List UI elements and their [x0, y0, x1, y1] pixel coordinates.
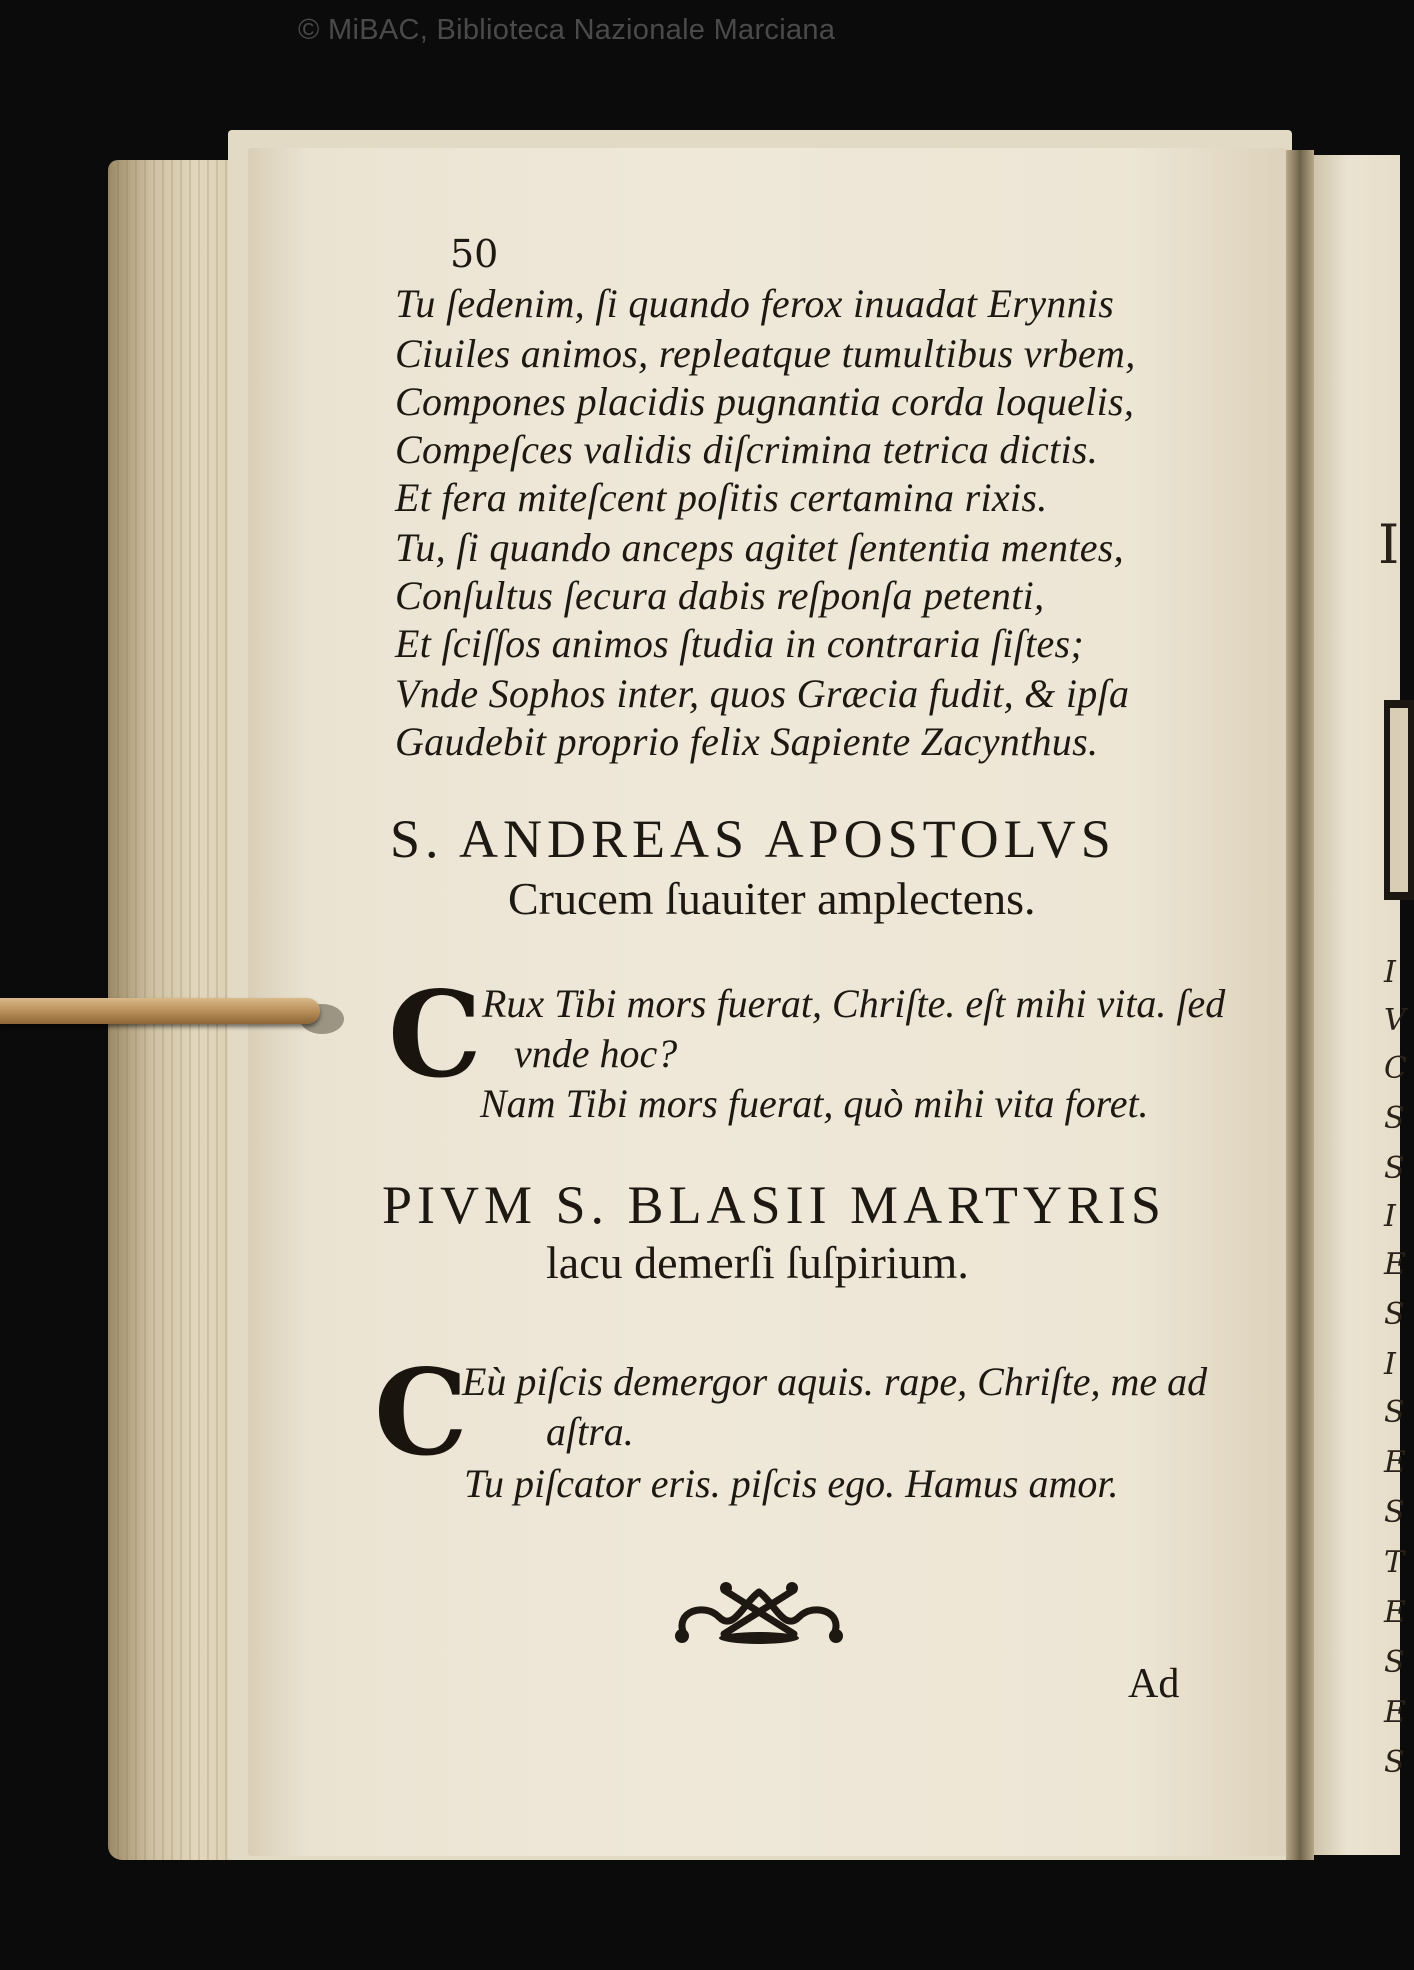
facing-fragment: I	[1384, 1199, 1396, 1234]
facing-fragment: S	[1384, 1297, 1405, 1332]
facing-fragment: T	[1384, 1545, 1405, 1580]
verse-line: Conſultus ſecura dabis reſponſa petenti,	[395, 573, 1045, 618]
facing-fragment: E	[1384, 1695, 1406, 1730]
epigram-line: aſtra.	[546, 1409, 634, 1454]
verse-line: Tu ſedenim, ſi quando ferox inuadat Erynnis	[395, 281, 1115, 326]
facing-page-letter: I	[1378, 513, 1400, 576]
verse-line: Vnde Sophos inter, quos Græcia fudit, & ipſa	[395, 671, 1130, 716]
facing-fragment: S	[1384, 1645, 1405, 1680]
catchword: Ad	[1128, 1661, 1180, 1707]
epigram-line: vnde hoc?	[514, 1031, 678, 1076]
copyright-watermark: © MiBAC, Biblioteca Nazionale Marciana	[298, 14, 836, 46]
verse-line: Et ſciſſos animos ſtudia in contraria ſiſtes;	[395, 621, 1085, 666]
facing-fragment: S	[1384, 1745, 1405, 1780]
book-gutter	[1286, 150, 1314, 1860]
wooden-bookmark-stick	[0, 998, 320, 1024]
verse-line: Tu, ſi quando anceps agitet ſententia mentes,	[395, 525, 1124, 570]
facing-fragment: E	[1384, 1595, 1406, 1630]
epigram-line: Rux Tibi mors fuerat, Chriſte. eſt mihi vita. ſed	[482, 981, 1226, 1026]
facing-page-woodcut-frame	[1384, 700, 1414, 900]
verse-line: Compeſces validis diſcrimina tetrica dictis.	[395, 427, 1099, 472]
facing-fragment: I	[1384, 955, 1396, 990]
epigram-line: Tu piſcator eris. piſcis ego. Hamus amor.	[464, 1461, 1119, 1506]
facing-fragment: S	[1384, 1495, 1405, 1530]
section-heading-blasius: PIVM S. BLASII MARTYRIS	[382, 1175, 1166, 1235]
verse-line: Et fera miteſcent poſitis certamina rixis.	[395, 475, 1048, 520]
drop-cap-letter: C	[374, 1343, 468, 1482]
facing-fragment: C	[1384, 1051, 1407, 1086]
verse-line: Gaudebit proprio felix Sapiente Zacynthus.	[395, 719, 1099, 764]
facing-page	[1314, 155, 1407, 1855]
facing-fragment: V	[1384, 1003, 1406, 1038]
section-subheading-andreas: Crucem ſuauiter amplectens.	[508, 873, 1036, 924]
facing-fragment: S	[1384, 1101, 1405, 1136]
facing-fragment: I	[1384, 1347, 1396, 1382]
page-number: 50	[450, 232, 499, 276]
facing-fragment: E	[1384, 1445, 1406, 1480]
verse-line: Compones placidis pugnantia corda loquelis,	[395, 379, 1135, 424]
facing-fragment: E	[1384, 1247, 1406, 1282]
verse-line: Ciuiles animos, repleatque tumultibus vrbem,	[395, 331, 1136, 376]
epigram-line: Eù piſcis demergor aquis. rape, Chriſte, me ad	[462, 1359, 1208, 1404]
section-heading-andreas: S. ANDREAS APOSTOLVS	[390, 809, 1116, 869]
facing-fragment: S	[1384, 1151, 1405, 1186]
section-subheading-blasius: lacu demerſi ſuſpirium.	[546, 1237, 969, 1288]
epigram-line: Nam Tibi mors fuerat, quò mihi vita foret.	[480, 1081, 1149, 1126]
drop-cap-letter: C	[388, 965, 482, 1104]
facing-fragment: S	[1384, 1395, 1405, 1430]
printers-ornament-icon	[664, 1572, 854, 1652]
